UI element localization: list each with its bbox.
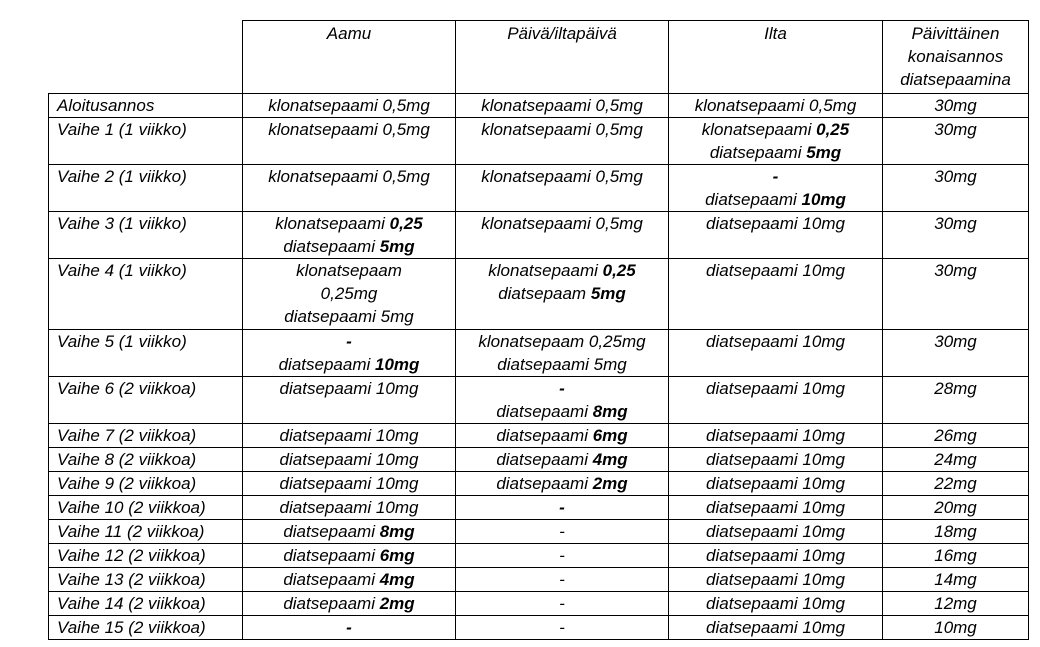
- bold-dose-text: -: [346, 332, 352, 351]
- daily-total-cell: [883, 330, 1029, 377]
- dose-text: diatsepaami 10mg: [706, 379, 845, 398]
- phase-cell: Aloitusannos: [49, 94, 243, 118]
- cell-line: [460, 377, 664, 400]
- table-row: [49, 448, 1029, 472]
- cell-line: [460, 568, 664, 591]
- dose-text: 24mg: [934, 450, 977, 469]
- dose-text: diatsepaami 10mg: [706, 522, 845, 541]
- table-row: [49, 259, 1029, 330]
- dose-text: diatsepaami: [496, 402, 593, 421]
- phase-cell: Vaihe 5 (1 viikko): [49, 330, 243, 377]
- cell-line: [247, 282, 451, 305]
- dose-text: klonatsepaami 0,5mg: [481, 214, 643, 233]
- evening-dose-cell: [669, 212, 883, 259]
- table-body: [49, 94, 1029, 640]
- cell-line: [460, 448, 664, 471]
- cell-line: [247, 259, 451, 282]
- bold-dose-text: 4mg: [592, 450, 628, 469]
- dose-text: 18mg: [934, 522, 977, 541]
- cell-line: [247, 568, 451, 591]
- dose-text: diatsepaami 10mg: [706, 426, 845, 445]
- dose-text: diatsepaami: [283, 594, 380, 613]
- dose-text: 26mg: [934, 426, 977, 445]
- morning-dose-cell: [243, 544, 456, 568]
- dose-text: diatsepaam: [498, 284, 591, 303]
- dose-text: klonatsepaami 0,5mg: [268, 120, 430, 139]
- dose-text: diatsepaami: [709, 143, 807, 162]
- cell-line: [247, 212, 451, 235]
- cell-line: [247, 424, 451, 447]
- morning-dose-cell: [243, 448, 456, 472]
- cell-line: [887, 118, 1024, 141]
- table-row: [49, 330, 1029, 377]
- bold-dose-text: 6mg: [379, 546, 415, 565]
- cell-line: [673, 377, 878, 400]
- dose-text: klonatsepaam 0,25mg: [478, 332, 646, 351]
- daily-total-cell: [883, 448, 1029, 472]
- cell-line: [247, 165, 451, 188]
- daily-total-cell: [883, 259, 1029, 330]
- cell-line: [247, 235, 451, 258]
- afternoon-dose-cell: [456, 377, 669, 424]
- evening-dose-cell: [669, 330, 883, 377]
- morning-dose-cell: [243, 616, 456, 640]
- cell-line: [460, 94, 664, 117]
- cell-line: [673, 212, 878, 235]
- evening-dose-cell: [669, 472, 883, 496]
- table-row: [49, 424, 1029, 448]
- cell-line: [887, 377, 1024, 400]
- dose-text: diatsepaami 10mg: [706, 474, 845, 493]
- daily-total-cell: [883, 424, 1029, 448]
- cell-line: [887, 259, 1024, 282]
- cell-line: [673, 141, 878, 164]
- dose-text: 30mg: [934, 120, 977, 139]
- cell-line: [460, 212, 664, 235]
- cell-line: [673, 592, 878, 615]
- dose-text: diatsepaami 10mg: [706, 450, 845, 469]
- bold-dose-text: 2mg: [379, 594, 415, 613]
- afternoon-dose-cell: [456, 165, 669, 212]
- dose-text: 30mg: [934, 332, 977, 351]
- dose-text: 12mg: [934, 594, 977, 613]
- dose-text: diatsepaami: [705, 190, 802, 209]
- morning-dose-cell: [243, 424, 456, 448]
- cell-line: [247, 448, 451, 471]
- dose-text: 28mg: [934, 379, 977, 398]
- dose-text: 30mg: [934, 96, 977, 115]
- phase-cell: Vaihe 9 (2 viikkoa): [49, 472, 243, 496]
- dose-text: diatsepaami 10mg: [706, 570, 845, 589]
- afternoon-dose-cell: [456, 544, 669, 568]
- daily-total-cell: [883, 472, 1029, 496]
- cell-line: [460, 282, 664, 305]
- phase-cell: Vaihe 7 (2 viikkoa): [49, 424, 243, 448]
- cell-line: [247, 377, 451, 400]
- dose-text: 0,25mg: [320, 284, 378, 303]
- cell-line: [460, 259, 664, 282]
- cell-line: [887, 94, 1024, 117]
- dose-text: diatsepaami 5mg: [284, 307, 414, 326]
- daily-total-cell: [883, 520, 1029, 544]
- morning-dose-cell: [243, 165, 456, 212]
- daily-total-cell: [883, 544, 1029, 568]
- cell-line: [673, 330, 878, 353]
- table-row: [49, 212, 1029, 259]
- header-evening: [669, 21, 883, 94]
- dose-text: 20mg: [934, 498, 977, 517]
- cell-line: [673, 616, 878, 639]
- dose-text: diatsepaami 10mg: [706, 261, 845, 280]
- cell-line: [247, 472, 451, 495]
- cell-line: [247, 118, 451, 141]
- cell-line: [887, 544, 1024, 567]
- dose-text: -: [559, 618, 565, 637]
- dose-text: klonatsepaami 0,5mg: [268, 96, 430, 115]
- dose-text: -: [559, 570, 565, 589]
- evening-dose-cell: [669, 592, 883, 616]
- bold-dose-text: -: [346, 618, 352, 637]
- dose-text: klonatsepaam: [296, 261, 402, 280]
- table-row: [49, 94, 1029, 118]
- bold-dose-text: -: [559, 498, 565, 517]
- evening-dose-cell: [669, 496, 883, 520]
- bold-dose-text: 5mg: [590, 284, 626, 303]
- daily-total-cell: [883, 212, 1029, 259]
- cell-line: [247, 520, 451, 543]
- bold-dose-text: 0,25: [602, 261, 636, 280]
- cell-line: [460, 330, 664, 353]
- cell-line: [460, 400, 664, 423]
- phase-cell: Vaihe 10 (2 viikkoa): [49, 496, 243, 520]
- table-row: [49, 165, 1029, 212]
- dose-text: diatsepaami 10mg: [706, 546, 845, 565]
- bold-dose-text: 5mg: [379, 237, 415, 256]
- bold-dose-text: 5mg: [806, 143, 842, 162]
- dose-text: klonatsepaami: [701, 120, 817, 139]
- table-row: [49, 377, 1029, 424]
- daily-total-cell: [883, 118, 1029, 165]
- cell-line: [460, 520, 664, 543]
- dose-text: diatsepaami 10mg: [279, 379, 419, 398]
- dose-text: diatsepaami 10mg: [706, 618, 845, 637]
- daily-total-cell: [883, 496, 1029, 520]
- evening-dose-cell: [669, 377, 883, 424]
- cell-line: [673, 165, 878, 188]
- cell-line: [673, 188, 878, 211]
- morning-dose-cell: [243, 118, 456, 165]
- bold-dose-text: 0,25: [816, 120, 850, 139]
- dose-text: diatsepaami: [283, 237, 380, 256]
- phase-cell: Vaihe 6 (2 viikkoa): [49, 377, 243, 424]
- afternoon-dose-cell: [456, 592, 669, 616]
- dose-text: 22mg: [934, 474, 977, 493]
- cell-line: [887, 616, 1024, 639]
- dose-text: diatsepaami: [496, 450, 593, 469]
- dose-text: 30mg: [934, 167, 977, 186]
- daily-total-cell: [883, 616, 1029, 640]
- bold-dose-text: -: [559, 379, 565, 398]
- dosage-taper-table: [48, 20, 1029, 640]
- header-afternoon-label: Päivä/iltapäivä: [507, 24, 617, 43]
- cell-line: [887, 568, 1024, 591]
- header-morning: [243, 21, 456, 94]
- bold-dose-text: 10mg: [801, 190, 846, 209]
- afternoon-dose-cell: [456, 424, 669, 448]
- table-row: [49, 568, 1029, 592]
- morning-dose-cell: [243, 377, 456, 424]
- dose-text: diatsepaami: [283, 570, 380, 589]
- cell-line: [460, 496, 664, 519]
- dose-text: diatsepaami 10mg: [706, 214, 845, 233]
- bold-dose-text: -: [772, 167, 779, 186]
- cell-line: [887, 592, 1024, 615]
- cell-line: [673, 496, 878, 519]
- afternoon-dose-cell: [456, 330, 669, 377]
- evening-dose-cell: [669, 544, 883, 568]
- cell-line: [247, 496, 451, 519]
- morning-dose-cell: [243, 568, 456, 592]
- phase-cell: Vaihe 8 (2 viikkoa): [49, 448, 243, 472]
- cell-line: [673, 94, 878, 117]
- table-row: [49, 496, 1029, 520]
- cell-line: [460, 165, 664, 188]
- phase-cell: Vaihe 14 (2 viikkoa): [49, 592, 243, 616]
- afternoon-dose-cell: [456, 568, 669, 592]
- dose-text: -: [559, 594, 565, 613]
- cell-line: [247, 544, 451, 567]
- cell-line: [673, 448, 878, 471]
- dose-text: 30mg: [934, 214, 977, 233]
- table-row: [49, 472, 1029, 496]
- phase-cell: Vaihe 2 (1 viikko): [49, 165, 243, 212]
- phase-cell: Vaihe 11 (2 viikkoa): [49, 520, 243, 544]
- evening-dose-cell: [669, 424, 883, 448]
- phase-cell: Vaihe 1 (1 viikko): [49, 118, 243, 165]
- dose-text: diatsepaami 10mg: [279, 426, 419, 445]
- cell-line: [887, 330, 1024, 353]
- cell-line: [673, 472, 878, 495]
- cell-line: [247, 592, 451, 615]
- afternoon-dose-cell: [456, 496, 669, 520]
- cell-line: [673, 544, 878, 567]
- phase-cell: Vaihe 3 (1 viikko): [49, 212, 243, 259]
- bold-dose-text: 8mg: [379, 522, 415, 541]
- header-afternoon: [456, 21, 669, 94]
- phase-cell: Vaihe 15 (2 viikkoa): [49, 616, 243, 640]
- dose-text: 10mg: [934, 618, 977, 637]
- bold-dose-text: 6mg: [592, 426, 628, 445]
- cell-line: [673, 568, 878, 591]
- dose-text: 30mg: [934, 261, 977, 280]
- dose-text: klonatsepaami: [488, 261, 603, 280]
- cell-line: [887, 520, 1024, 543]
- dose-text: diatsepaami: [283, 546, 380, 565]
- morning-dose-cell: [243, 259, 456, 330]
- dose-text: klonatsepaami 0,5mg: [481, 96, 643, 115]
- dose-text: diatsepaami 5mg: [497, 355, 627, 374]
- cell-line: [673, 118, 878, 141]
- cell-line: [460, 592, 664, 615]
- daily-total-cell: [883, 592, 1029, 616]
- daily-total-cell: [883, 94, 1029, 118]
- cell-line: [460, 472, 664, 495]
- daily-total-cell: [883, 568, 1029, 592]
- evening-dose-cell: [669, 94, 883, 118]
- cell-line: [460, 118, 664, 141]
- cell-line: [887, 212, 1024, 235]
- evening-dose-cell: [669, 165, 883, 212]
- dose-text: 16mg: [934, 546, 977, 565]
- header-row: [49, 21, 1029, 94]
- table-row: [49, 592, 1029, 616]
- header-morning-label: Aamu: [326, 24, 372, 43]
- evening-dose-cell: [669, 568, 883, 592]
- afternoon-dose-cell: [456, 472, 669, 496]
- cell-line: [887, 496, 1024, 519]
- dose-text: -: [559, 522, 565, 541]
- header-daily-total: [883, 21, 1029, 94]
- morning-dose-cell: [243, 496, 456, 520]
- header-corner-cell: [49, 21, 243, 94]
- dose-text: diatsepaami: [278, 355, 375, 374]
- cell-line: [460, 616, 664, 639]
- cell-line: [247, 330, 451, 353]
- bold-dose-text: 10mg: [374, 355, 420, 374]
- cell-line: [887, 165, 1024, 188]
- header-daily-total-label: Päivittäinen konaisannos diatsepaamina: [900, 24, 1011, 89]
- dose-text: diatsepaami 10mg: [706, 498, 845, 517]
- afternoon-dose-cell: [456, 448, 669, 472]
- dose-text: diatsepaami: [496, 426, 593, 445]
- morning-dose-cell: [243, 520, 456, 544]
- dose-text: klonatsepaami 0,5mg: [481, 120, 643, 139]
- header-evening-label: Ilta: [764, 24, 787, 43]
- table-row: [49, 616, 1029, 640]
- table-row: [49, 118, 1029, 165]
- afternoon-dose-cell: [456, 259, 669, 330]
- dose-text: klonatsepaami 0,5mg: [268, 167, 430, 186]
- morning-dose-cell: [243, 330, 456, 377]
- afternoon-dose-cell: [456, 212, 669, 259]
- cell-line: [887, 472, 1024, 495]
- afternoon-dose-cell: [456, 520, 669, 544]
- dose-text: diatsepaami 10mg: [279, 498, 419, 517]
- evening-dose-cell: [669, 118, 883, 165]
- dose-text: klonatsepaami 0,5mg: [694, 96, 857, 115]
- afternoon-dose-cell: [456, 118, 669, 165]
- cell-line: [673, 424, 878, 447]
- dose-text: klonatsepaami: [275, 214, 390, 233]
- cell-line: [673, 520, 878, 543]
- dose-text: diatsepaami 10mg: [279, 474, 419, 493]
- table-row: [49, 544, 1029, 568]
- dose-text: diatsepaami: [283, 522, 380, 541]
- phase-cell: Vaihe 4 (1 viikko): [49, 259, 243, 330]
- bold-dose-text: 2mg: [592, 474, 628, 493]
- morning-dose-cell: [243, 592, 456, 616]
- daily-total-cell: [883, 165, 1029, 212]
- afternoon-dose-cell: [456, 94, 669, 118]
- cell-line: [247, 94, 451, 117]
- bold-dose-text: 8mg: [592, 402, 628, 421]
- evening-dose-cell: [669, 616, 883, 640]
- cell-line: [673, 259, 878, 282]
- dose-text: diatsepaami: [496, 474, 593, 493]
- dose-text: diatsepaami 10mg: [279, 450, 419, 469]
- phase-cell: Vaihe 12 (2 viikkoa): [49, 544, 243, 568]
- cell-line: [460, 544, 664, 567]
- dose-text: 14mg: [934, 570, 977, 589]
- dose-text: diatsepaami 10mg: [706, 594, 845, 613]
- dose-text: diatsepaami 10mg: [706, 332, 845, 351]
- evening-dose-cell: [669, 448, 883, 472]
- table-row: [49, 520, 1029, 544]
- cell-line: [887, 424, 1024, 447]
- morning-dose-cell: [243, 472, 456, 496]
- dose-text: -: [559, 546, 565, 565]
- afternoon-dose-cell: [456, 616, 669, 640]
- bold-dose-text: 4mg: [379, 570, 415, 589]
- cell-line: [247, 305, 451, 328]
- cell-line: [887, 448, 1024, 471]
- bold-dose-text: 0,25: [389, 214, 423, 233]
- cell-line: [247, 616, 451, 639]
- evening-dose-cell: [669, 259, 883, 330]
- cell-line: [247, 353, 451, 376]
- daily-total-cell: [883, 377, 1029, 424]
- cell-line: [460, 424, 664, 447]
- morning-dose-cell: [243, 212, 456, 259]
- cell-line: [460, 353, 664, 376]
- evening-dose-cell: [669, 520, 883, 544]
- morning-dose-cell: [243, 94, 456, 118]
- phase-cell: Vaihe 13 (2 viikkoa): [49, 568, 243, 592]
- dose-text: klonatsepaami 0,5mg: [481, 167, 643, 186]
